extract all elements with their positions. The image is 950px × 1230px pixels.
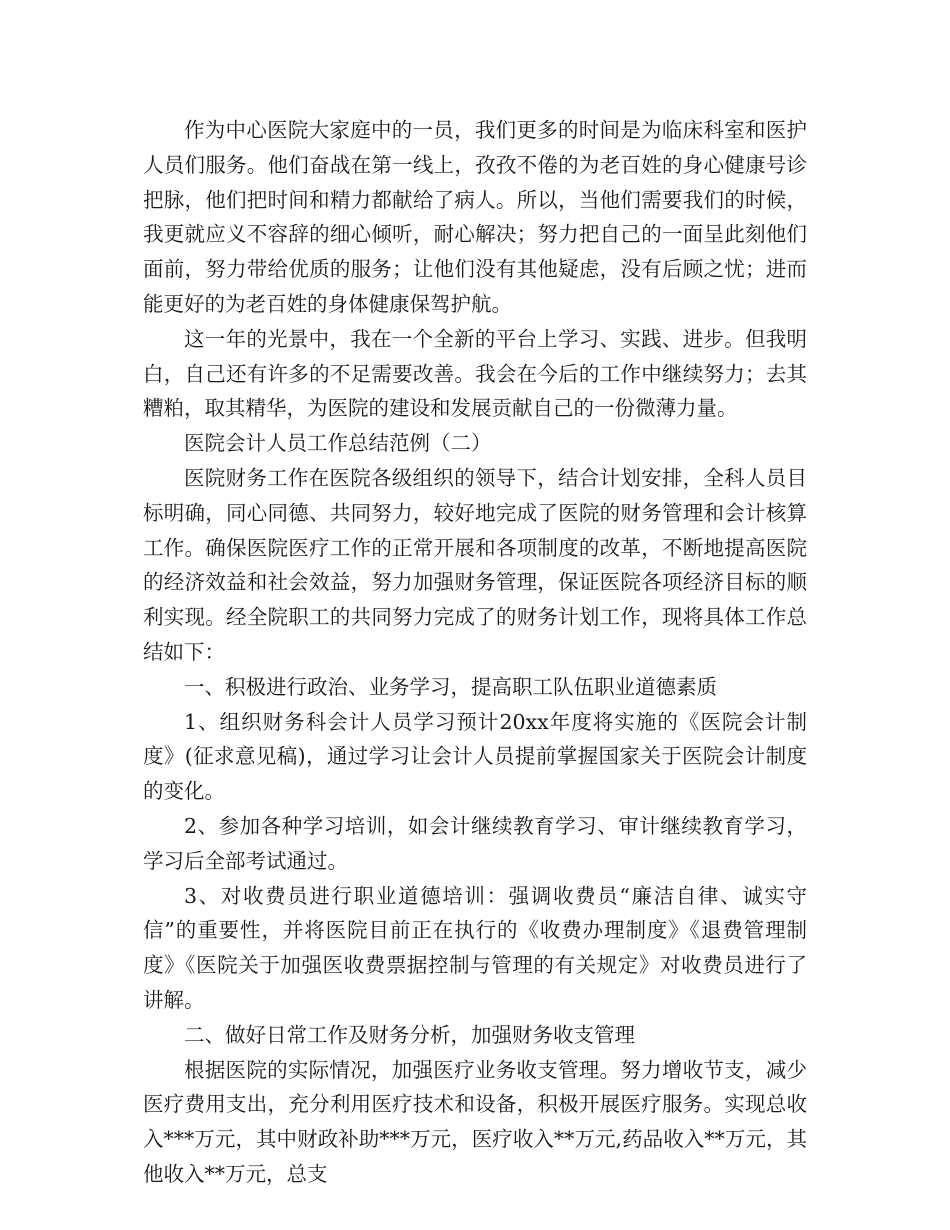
paragraph-income: 根据医院的实际情况，加强医疗业务收支管理。努力增收节支，减少医疗费用支出，充分利用医疗技术和设备，积极开展医疗服务。实现总收入***万元，其中财政补助***万元，医疗收入**万元,药品收入**万元，其他收入**万元，总支 bbox=[143, 1057, 807, 1186]
document-page bbox=[143, 113, 807, 1192]
item-three: 3、对收费员进行职业道德培训：强调收费员“廉洁自律、诚实守信”的重要性，并将医院目前正在执行的《收费办理制度》《退费管理制度》《医院关于加强医收费票据控制与管理的有关规定》对收费员进行了讲解。 bbox=[143, 883, 807, 1012]
section-title: 医院会计人员工作总结范例（二） bbox=[184, 431, 492, 456]
paragraph-reflection: 这一年的光景中，我在一个全新的平台上学习、实践、进步。但我明白，自己还有许多的不足需要改善。我会在今后的工作中继续努力；去其糟粕，取其精华，为医院的建设和发展贡献自己的一份微薄力量。 bbox=[143, 326, 807, 421]
paragraph-intro: 作为中心医院大家庭中的一员，我们更多的时间是为临床科室和医护人员们服务。他们奋战在第一线上，孜孜不倦的为老百姓的身心健康号诊把脉，他们把时间和精力都献给了病人。所以，当他们需要我们的时候，我更就应义不容辞的细心倾听，耐心解决；努力把自己的一面呈此刻他们面前，努力带给优质的服务；让他们没有其他疑虑，没有后顾之忧；进而能更好的为老百姓的身体健康保驾护航。 bbox=[143, 118, 807, 316]
heading-one: 一、积极进行政治、业务学习，提高职工队伍职业道德素质 bbox=[184, 674, 717, 699]
item-two: 2、参加各种学习培训，如会计继续教育学习、审计继续教育学习，学习后全部考试通过。 bbox=[143, 813, 807, 873]
item-one: 1、组织财务科会计人员学习预计20xx年度将实施的《医院会计制度》(征求意见稿)，通过学习让会计人员提前掌握国家关于医院会计制度的变化。 bbox=[143, 709, 807, 804]
paragraph-overview: 医院财务工作在医院各级组织的领导下，结合计划安排，全科人员目标明确，同心同德、共同努力，较好地完成了医院的财务管理和会计核算工作。确保医院医疗工作的正常开展和各项制度的改革，不断地提高医院的经济效益和社会效益，努力加强财务管理，保证医院各项经济目标的顺利实现。经全院职工的共同努力完成了的财务计划工作，现将具体工作总结如下： bbox=[143, 465, 807, 664]
heading-two: 二、做好日常工作及财务分析，加强财务收支管理 bbox=[184, 1022, 635, 1047]
